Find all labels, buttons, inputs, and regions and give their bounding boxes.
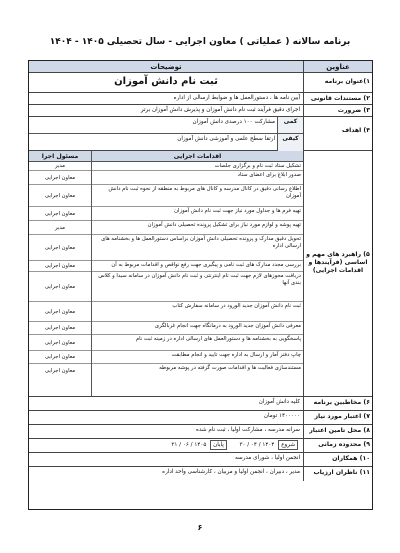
value-evaluators: مدیر ، دبیران ، انجمن اولیا و مربیان ، کارشناسی واحد اداره [162,469,300,475]
start-label: شروع [278,440,298,450]
page-number: ۶ [197,523,203,532]
label-funding-source: ۸) محل تامین اعتبار [303,425,372,438]
end-date: ۱۴۰۵ / ۰۶ / ۳۱ [171,442,207,448]
action-item: چاپ دفتر آمار و ارسال به اداره جهت تایید و انجام مطابقت [92,351,303,364]
row-necessity [29,105,372,117]
row-legal-docs [29,93,372,105]
responsible-item: معاون اجرایی [29,302,91,322]
goal-qualitative-value: ارتقا سطح علمی و آموزشی دانش آموزان [177,136,275,142]
page-title: برنامه سالانه ( عملیاتی ) معاون اجرایی - سال تحصیلی ۱۴۰۵ - ۱۴۰۴ [49,37,351,47]
goal-qualitative-key: کیفی [277,134,303,151]
responsible-item: مدیر [29,221,91,235]
action-item: اطلاع رسانی دقیق در کانال مدرسه و کانال های مربوط به منطقه از نحوه ثبت نام دانش آموزان [92,185,303,207]
table-header [29,61,372,73]
end-label: پایان [210,440,227,450]
header-titles: عناوین [303,61,372,72]
value-legal-docs: آیین نامه ها ، دستورالعمل ها و ضوابط ارسالی از اداره [173,95,300,101]
action-item: دریافت مجوزهای لازم جهت ثبت نام اینترنتی و ثبت نام دانش آموزان در سامانه سیدا و کلاس بندی آنها [92,272,303,302]
label-collaborators: ۱۰) همکاران [303,453,372,466]
value-timeframe [29,439,303,452]
row-program-title [29,73,372,93]
row-audience [29,397,372,411]
action-item: صدور ابلاغ برای اعضای ستاد [92,171,303,185]
label-program-title: ۱)عنوان برنامه [303,73,372,92]
actions-header: اقدامات اجرایی [92,151,303,162]
responsible-item: مدیر [29,162,91,171]
goal-quantitative-key: کمی [277,117,303,133]
action-item: پاسخگویی به بخشنامه ها و دستورالعمل های ارسالی اداره در زمینه ثبت نام [92,335,303,351]
actions-grid [29,151,303,396]
value-budget: ۱۴۰۰۰۰۰ تومان [263,413,300,419]
actions-column [91,151,303,396]
row-strategies [29,151,372,397]
start-date: ۱۴۰۴ / ۰۴ / ۳۰ [239,442,275,448]
row-collaborators [29,453,372,467]
value-audience: کلیه دانش آموزان [258,399,300,405]
row-timeframe [29,439,372,453]
action-item: ثبت نام دانش آموزان جدید الورود در سامانه سفارش کتاب [92,302,303,322]
responsible-header: مسئول اجرا [29,151,91,162]
header-descriptions: توضیحات [29,61,303,72]
responsible-item: معاون اجرایی [44,367,76,374]
label-goals: ۴) اهداف [303,117,372,150]
action-item: بررسی مجدد مدارک های ثبت نامی و پیگیری جهت رفع نواقص و اقدامات مربوط به آن [92,261,303,272]
goal-quantitative [29,117,303,134]
row-goals [29,117,372,151]
responsible-item: معاون اجرایی [29,261,91,272]
program-table [28,60,373,510]
action-item: معرفی دانش آموزان جدید الورود به درمانگاه جهت انجام غربالگری [92,322,303,335]
responsible-item: معاون اجرایی [29,207,91,221]
label-necessity: ۳) ضرورت [303,105,372,116]
row-funding-source [29,425,372,439]
action-item: تهیه فرم ها و جداول مورد نیاز جهت ثبت نام دانش آموزان [92,207,303,221]
label-timeframe: ۹) محدوده زمانی [303,439,372,452]
responsible-item: معاون اجرایی [29,335,91,351]
label-budget: ۷) اعتبار مورد نیاز [303,411,372,424]
row-evaluators [29,467,372,481]
goal-quantitative-value: مشارکت ۱۰۰ درصدی دانش آموزان [192,119,275,125]
value-collaborators: انجمن اولیا ، شورای مدرسه [234,455,300,461]
label-audience: ۶) مخاطبین برنامه [303,397,372,410]
responsible-item: معاون اجرایی [29,235,91,261]
row-budget [29,411,372,425]
value-program-title: ثبت نام دانش آموزان [114,76,218,87]
value-funding-source: سرانه مدرسه ، مشارکت اولیا ، ثبت نام شده [196,427,300,433]
label-evaluators: ۱۱) ناظران ارزیاب [303,467,372,481]
action-item: تشکیل ستاد ثبت نام و برگزاری جلسات [92,162,303,171]
responsible-item: معاون اجرایی [29,351,91,364]
responsible-item: معاون اجرایی [29,272,91,302]
goals-content [29,117,303,150]
action-item: مستندسازی فعالیت ها و اقدامات صورت گرفته در پوشه مربوطه [159,365,301,371]
action-item: تحویل دقیق مدارک و پرونده تحصیلی دانش آموزان براساس دستورالعمل ها و بخشنامه های ارسالی اداره [92,235,303,261]
label-legal-docs: ۲) مستندات قانونی [303,93,372,104]
responsible-item: معاون اجرایی [29,185,91,207]
responsible-item: معاون اجرایی [29,322,91,335]
label-strategies: ۵) راهبرد های مهم و اساسی (فرآیندها و اقدامات اجرایی) [303,151,372,396]
value-necessity: اجرای دقیق فرآیند ثبت نام دانش آموزان و پذیرش دانش آموزان برتر [140,107,300,113]
action-item: تهیه پوشه و لوازم مورد نیاز برای تشکیل پرونده تحصیلی دانش آموزان [92,221,303,235]
goal-qualitative [29,134,303,151]
responsible-column [29,151,91,396]
responsible-item: معاون اجرایی [29,171,91,185]
